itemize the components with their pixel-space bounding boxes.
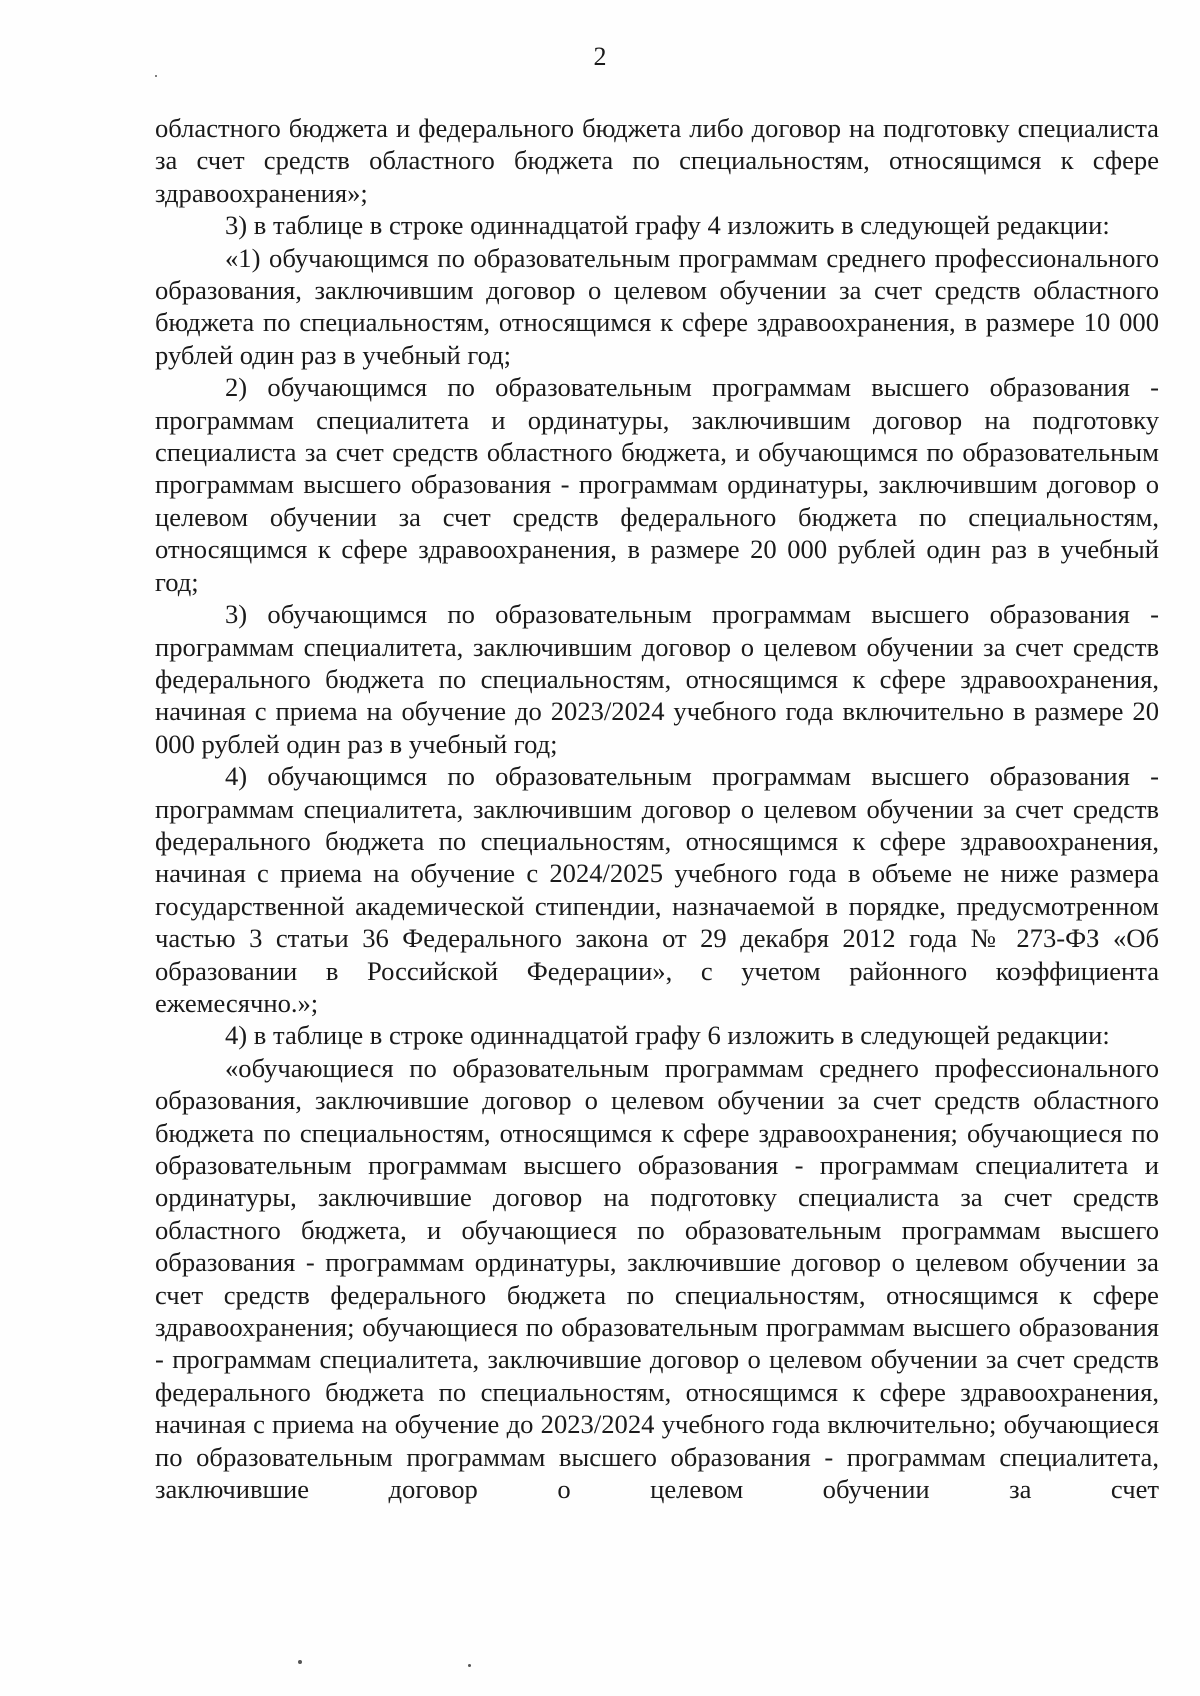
paragraph-column-6-text: «обучающиеся по образовательным программам среднего профессионального образования, заключившие договор о целевом обучении за счет средств областного бюджета по специальностям, относящимся к сфере здравоохранения; обучающиеся по образовательным программам высшего образования - программам специалитета и ординатуры, заключившие договор на подготовку специалиста за счет средств областного бюджета, и обучающиеся по образовательным программам высшего образования - программам ординатуры, заключившие договор о целевом обучении за счет средств федерального бюджета по специальностям, относящимся к сфере здравоохранения; обучающиеся по образовательным программам высшего образования - программам специалитета, заключившие договор о целевом обучении за счет средств федерального бюджета по специальностям, относящимся к сфере здравоохранения, начиная с приема на обучение до 2023/2024 учебного года включительно; обучающиеся по образовательным программам высшего образования - программам специалитета, заключившие договор о целевом обучении за счет [155,1052,1159,1505]
scan-speck [155,75,157,77]
paragraph-item-3: 3) в таблице в строке одиннадцатой графу 4 изложить в следующей редакции: [225,210,1110,241]
document-body [155,112,1159,1505]
scan-speck [298,1660,302,1664]
scan-speck [468,1664,471,1667]
page-number: 2 [593,42,607,71]
paragraph-item-4: 4) в таблице в строке одиннадцатой графу 6 изложить в следующей редакции: [225,1020,1110,1051]
paragraph-subitem-1: «1) обучающимся по образовательным программам среднего профессионального образования, заключившим договор о целевом обучении за счет средств областного бюджета по специальностям, относящимся к сфере здравоохранения, в размере 10 000 рублей один раз в учебный год; [155,242,1159,370]
paragraph-continuation: областного бюджета и федерального бюджета либо договор на подготовку специалиста за счет средств областного бюджета по специальностям, относящимся к сфере здравоохранения»; [155,113,1159,208]
paragraph-subitem-2: 2) обучающимся по образовательным программам высшего образования - программам специалитета и ординатуры, заключившим договор на подготовку специалиста за счет средств областного бюджета, и обучающимся по образовательным программам высшего образования - программам ординатуры, заключившим договор о целевом обучении за счет средств федерального бюджета по специальностям, относящимся к сфере здравоохранения, в размере 20 000 рублей один раз в учебный год; [155,372,1159,597]
paragraph-subitem-4: 4) обучающимся по образовательным программам высшего образования - программам специалитета, заключившим договор о целевом обучении за счет средств федерального бюджета по специальностям, относящимся к сфере здравоохранения, начиная с приема на обучение с 2024/2025 учебного года в объеме не ниже размера государственной академической стипендии, назначаемой в порядке, предусмотренном частью 3 статьи 36 Федерального закона от 29 декабря 2012 года № 273-ФЗ «Об образовании в Российской Федерации», с учетом районного коэффициента ежемесячно.»; [155,761,1159,1018]
paragraph-subitem-3: 3) обучающимся по образовательным программам высшего образования - программам специалитета, заключившим договор о целевом обучении за счет средств федерального бюджета по специальностям, относящимся к сфере здравоохранения, начиная с приема на обучение до 2023/2024 учебного года включительно в размере 20 000 рублей один раз в учебный год; [155,599,1159,759]
